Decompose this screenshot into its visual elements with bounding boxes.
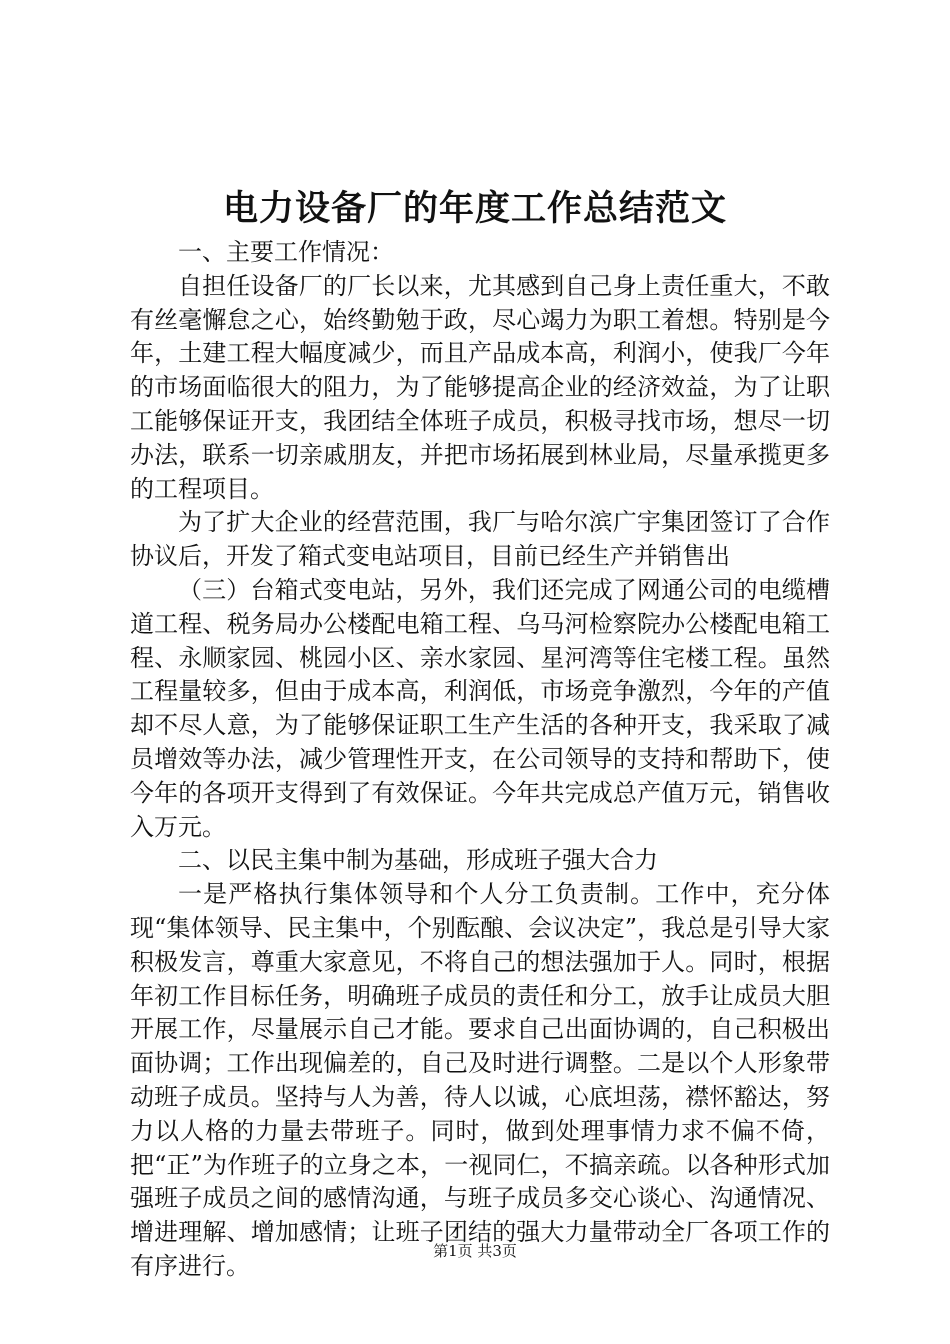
paragraph-business-scope: 为了扩大企业的经营范围，我厂与哈尔滨广宇集团签订了合作协议后，开发了箱式变电站项目，目前已经生产并销售出	[130, 508, 830, 571]
document-body	[130, 236, 830, 1284]
paragraph-leadership: 一是严格执行集体领导和个人分工负责制。工作中，充分体现“集体领导、民主集中，个别酝酿、会议决定”，我总是引导大家积极发言，尊重大家意见，不将自己的想法强加于人。同时，根据年初工作目标任务，明确班子成员的责任和分工，放手让成员大胆开展工作，尽量展示自己才能。要求自己出面协调的，自己积极出面协调；工作出现偏差的，自己及时进行调整。二是以个人形象带动班子成员。坚持与人为善，待人以诚，心底坦荡，襟怀豁达，努力以人格的力量去带班子。同时，做到处理事情力求不偏不倚，把“正”为作班子的立身之本，一视同仁，不搞亲疏。以各种形式加强班子成员之间的感情沟通，与班子成员多交心谈心、沟通情况、增进理解、增加感情；让班子团结的强大力量带动全厂各项工作的有序进行。	[130, 880, 830, 1280]
document-title: 电力设备厂的年度工作总结范文	[222, 188, 727, 229]
paragraph-projects: （三）台箱式变电站，另外，我们还完成了网通公司的电缆槽道工程、税务局办公楼配电箱工程、乌马河检察院办公楼配电箱工程、永顺家园、桃园小区、亲水家园、星河湾等住宅楼工程。虽然工程量较多，但由于成本高，利润低，市场竞争激烈，今年的产值却不尽人意，为了能够保证职工生产生活的各种开支，我采取了减员增效等办法，减少管理性开支，在公司领导的支持和帮助下，使今年的各项开支得到了有效保证。今年共完成总产值万元，销售收入万元。	[130, 575, 830, 841]
paragraph-responsibility: 自担任设备厂的厂长以来，尤其感到自己身上责任重大，不敢有丝毫懈怠之心，始终勤勉于政，尽心竭力为职工着想。特别是今年，土建工程大幅度减少，而且产品成本高，利润小，使我厂今年的市场面临很大的阻力，为了能够提高企业的经济效益，为了让职工能够保证开支，我团结全体班子成员，积极寻找市场，想尽一切办法，联系一切亲戚朋友，并把市场拓展到林业局，尽量承揽更多的工程项目。	[130, 271, 830, 503]
section-heading-main-work: 一、主要工作情况：	[178, 238, 394, 266]
page-number-footer: 第1页 共3页	[433, 1242, 517, 1260]
section-heading-democratic-centralism: 二、以民主集中制为基础，形成班子强大合力	[178, 846, 658, 875]
